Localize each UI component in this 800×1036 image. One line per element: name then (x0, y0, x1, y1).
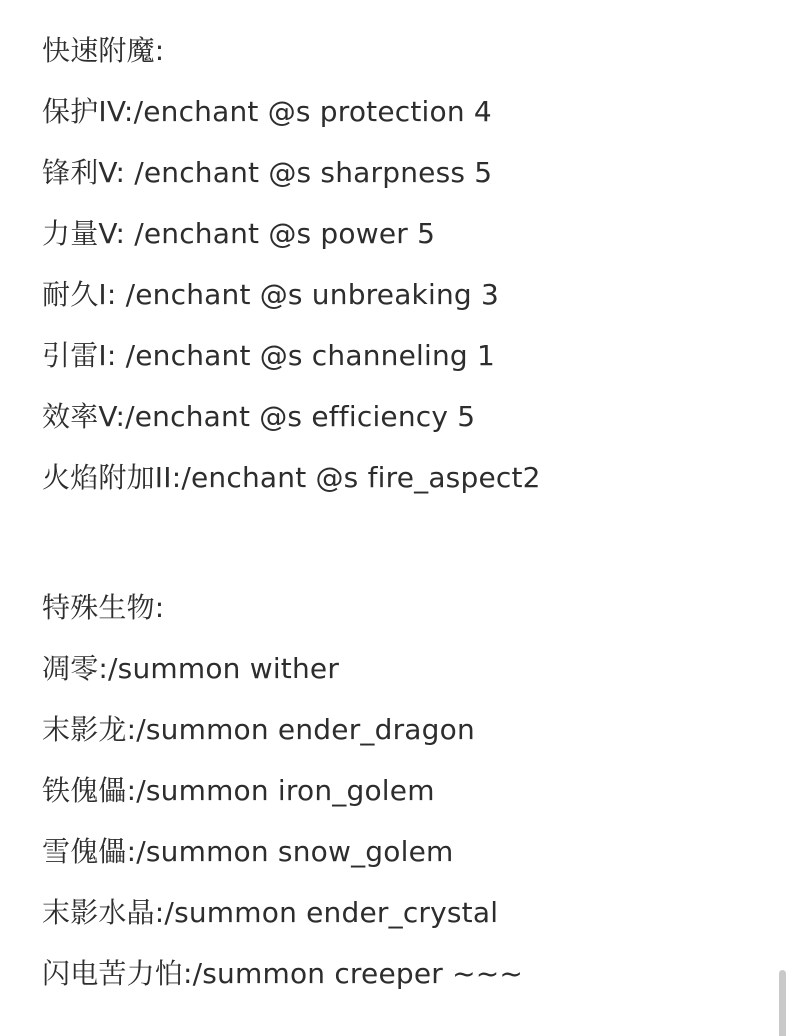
command-line: 凋零:/summon wither (42, 652, 340, 685)
section-title-mobs: 特殊生物: (42, 591, 165, 624)
command-line: 效率V:/enchant @s efficiency 5 (42, 400, 476, 433)
command-line: 末影水晶:/summon ender_crystal (42, 896, 499, 929)
command-line: 铁傀儡:/summon iron_golem (42, 774, 435, 807)
section-gap (42, 508, 770, 577)
command-line: 雪傀儡:/summon snow_golem (42, 835, 454, 868)
command-line: 引雷I: /enchant @s channeling 1 (42, 339, 496, 372)
note-content (42, 20, 770, 1004)
command-line: 火焰附加II:/enchant @s fire_aspect2 (42, 461, 541, 494)
section-title-enchant: 快速附魔: (42, 34, 165, 67)
scrollbar-thumb[interactable] (779, 970, 786, 1036)
command-line: 闪电苦力怕:/summon creeper ~~~ (42, 957, 524, 990)
command-line: 末影龙:/summon ender_dragon (42, 713, 475, 746)
command-line: 力量V: /enchant @s power 5 (42, 217, 436, 250)
command-line: 耐久I: /enchant @s unbreaking 3 (42, 278, 499, 311)
command-line: 锋利V: /enchant @s sharpness 5 (42, 156, 493, 189)
command-line: 保护IV:/enchant @s protection 4 (42, 95, 492, 128)
